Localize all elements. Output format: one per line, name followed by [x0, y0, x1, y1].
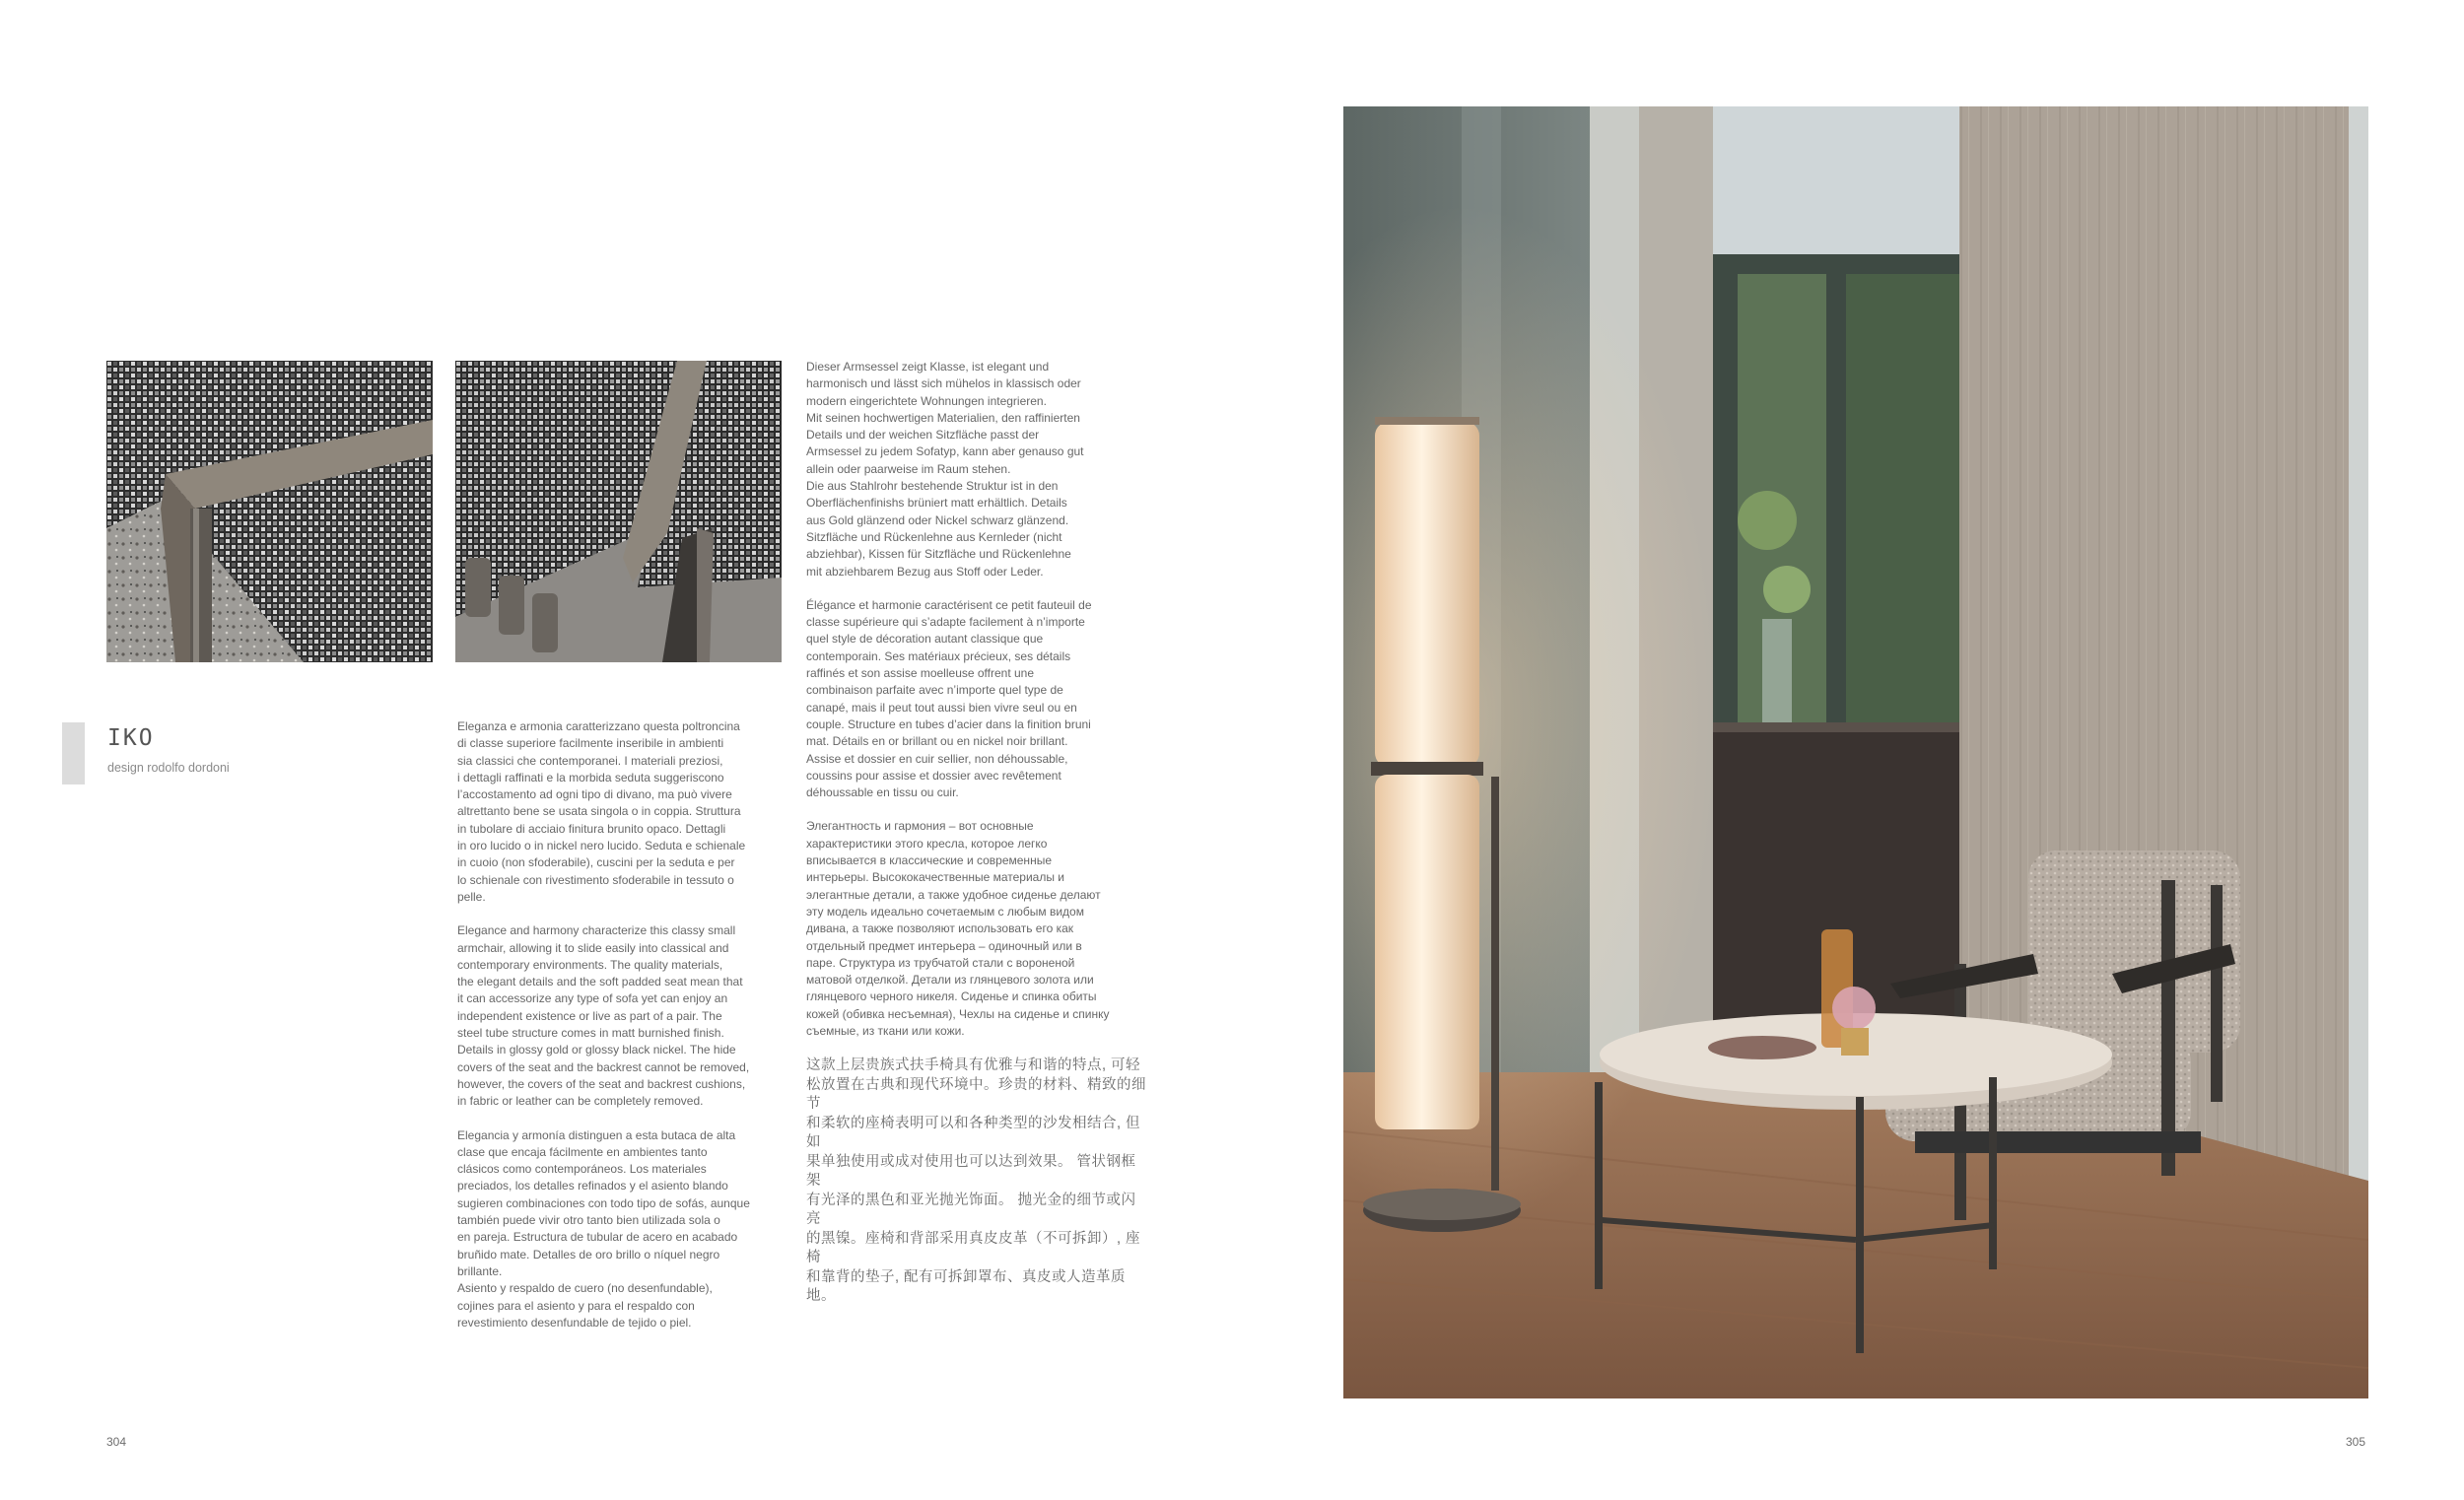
description-english: Elegance and harmony characterize this classy small armchair, allowing it to slide easily into classical and contemporary environments. The quality materials, the elegant details and the soft padded seat mean that it can accessorize any type of sofa yet can enjoy an independent existence or live as part of a pair. The steel tube structure comes in matt burnished finish. Details in glossy gold or glossy black nickel. The hide covers of the seat and the backrest cannot be removed, however, the covers of the seat and backrest cushions, in fabric or leather can be completely removed.	[457, 923, 750, 1109]
title-accent-bar	[62, 722, 85, 784]
product-title: IKO	[107, 725, 155, 751]
page-number-right: 305	[2346, 1435, 2366, 1449]
interior-hero-photo	[1343, 106, 2368, 1398]
fabric-detail-photo-1	[106, 361, 433, 662]
text-column-1	[457, 718, 792, 1348]
description-italian: Eleganza e armonia caratterizzano questa poltroncina di classe superiore facilmente inseribile in ambienti sia classici che contemporanei. I materiali preziosi, i dettagli raffinati e la morbida seduta suggeriscono l’accostamento ad ogni tipo di divano, ma può vivere altrettanto bene se usata singola o in coppia. Struttura in tubolare di acciaio finitura brunito opaco. Dettagli in oro lucido o in nickel nero lucido. Seduta e schienale in cuoio (non sfoderabile), cuscini per la seduta e per lo schienale con rivestimento sfoderabile in tessuto o pelle.	[457, 719, 746, 904]
text-column-2	[806, 359, 1146, 1324]
description-spanish: Elegancia y armonía distinguen a esta butaca de alta clase que encaja fácilmente en ambientes tanto clásicos como contemporáneos. Los materiales preciados, los detalles refinados y el asiento blando sugieren combinaciones con todo tipo de sofás, aunque también puede vivir otro tanto bien utilizada sola o en pareja. Estructura de tubular de acero en acabado bruñido mate. Detalles de oro brillo o níquel negro brillante. Asiento y respaldo de cuero (no desenfundable), cojines para el asiento y para el respaldo con revestimiento desenfundable de tejido o piel.	[457, 1127, 750, 1330]
page-number-left: 304	[106, 1435, 127, 1449]
description-german: Dieser Armsessel zeigt Klasse, ist elegant und harmonisch und lässt sich mühelos in klassisch oder modern eingerichtete Wohnungen integrieren. Mit seinen hochwertigen Materialien, den raffinierten Details und der weichen Sitzfläche passt der Armsessel zu jedem Sofatyp, kann aber genauso gut allein oder paarweise im Raum stehen. Die aus Stahlrohr bestehende Struktur ist in den Oberflächenfinishs brüniert matt erhältlich. Details aus Gold glänzend oder Nickel schwarz glänzend. Sitzfläche und Rückenlehne aus Kernleder (nicht abziehbar), Kissen für Sitzfläche und Rückenlehne mit abziehbarem Bezug aus Stoff oder Leder.	[806, 360, 1084, 579]
description-french: Élégance et harmonie caractérisent ce petit fauteuil de classe supérieure qui s’adapte facilement à n’importe quel style de décoration autant classique que contemporain. Ses matériaux précieux, ses détails raffinés et son assise moelleuse offrent une combinaison parfaite avec n’importe quel type de canapé, mais il peut tout aussi bien vivre seul ou en couple. Structure en tubes d’acier dans la finition bruni mat. Détails en or brillant ou en nickel noir brillant. Assise et dossier en cuir sellier, non déhoussable, coussins pour assise et dossier avec revêtement déhoussable en tissu ou cuir.	[806, 597, 1092, 800]
description-chinese: 这款上层贵族式扶手椅具有优雅与和谐的特点, 可轻 松放置在古典和现代环境中。珍贵的材料、精致的细节 和柔软的座椅表明可以和各种类型的沙发相结合, 但如 果单独使用或成对使用也可以达到效果。 管状钢框架 有光泽的黑色和亚光抛光饰面。 抛光金的细节或闪亮 的黑镍。座椅和背部采用真皮皮革（不可拆卸）, 座椅 和靠背的垫子, 配有可拆卸罩布、真皮或人造革质地。	[806, 1057, 1146, 1305]
description-russian: Элегантность и гармония – вот основные характеристики этого кресла, которое легко вписывается в классические и современные интерьеры. Высококачественные материалы и элегантные детали, а также удобное сиденье делают эту модель идеально сочетаемым с любым видом дивана, а также позволяют использовать его как отдельный предмет интерьера – одиночный или в паре. Структура из трубчатой стали с вороненой матовой отделкой. Детали из глянцевого золота или глянцевого черного никеля. Сиденье и спинка обиты кожей (обивка несъемная), Чехлы на сиденье и спинку съемные, из ткани или кожи.	[806, 819, 1110, 1038]
hinge-detail-photo-2	[455, 361, 782, 662]
product-designer: design rodolfo dordoni	[107, 761, 230, 775]
